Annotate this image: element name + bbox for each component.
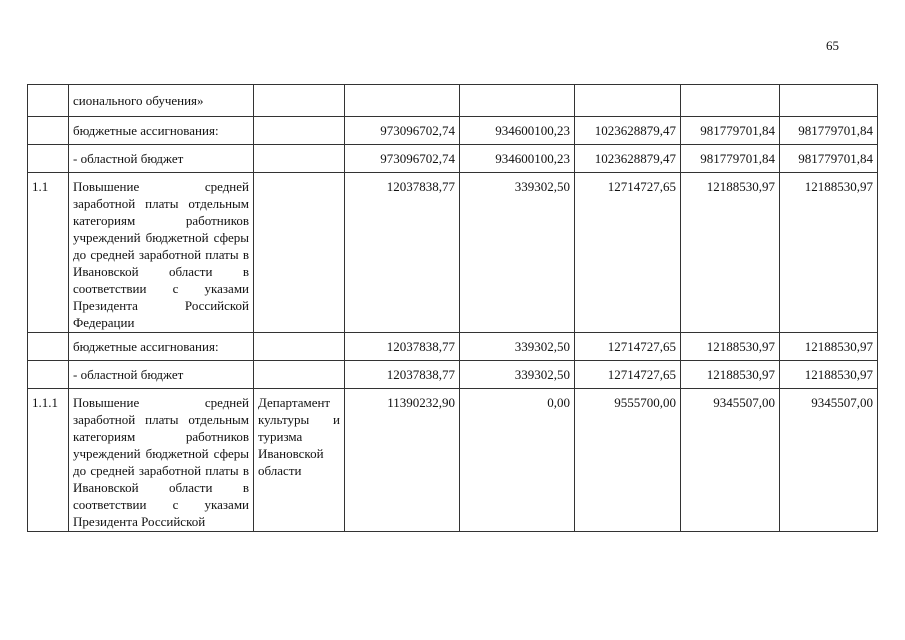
row-value-3: 1023628879,47 (575, 145, 681, 173)
row-name: - областной бюджет (69, 361, 254, 389)
row-code (28, 85, 69, 117)
row-name: бюджетные ассигнования: (69, 333, 254, 361)
row-value-3: 1023628879,47 (575, 117, 681, 145)
row-code: 1.1.1 (28, 389, 69, 532)
row-name: Повышение средней заработной платы отдельным категориям работников учреждений бюджетной сферы до средней заработной платы в Ивановской области в соответствии с указами Президента Российской (69, 389, 254, 532)
row-value-2: 934600100,23 (460, 117, 575, 145)
row-value-4: 981779701,84 (681, 145, 780, 173)
row-code (28, 333, 69, 361)
row-value-4: 12188530,97 (681, 333, 780, 361)
row-name: Повышение средней заработной платы отдельным категориям работников учреждений бюджетной сферы до средней заработной платы в Ивановской области в соответствии с указами Президента Российской Федерации (69, 173, 254, 333)
row-executor (254, 333, 345, 361)
table-row (28, 173, 878, 333)
row-value-5: 981779701,84 (780, 117, 878, 145)
table-row (28, 361, 878, 389)
row-executor (254, 173, 345, 333)
row-value-5: 981779701,84 (780, 145, 878, 173)
row-value-1: 12037838,77 (345, 173, 460, 333)
row-value-5: 12188530,97 (780, 361, 878, 389)
row-value-4: 9345507,00 (681, 389, 780, 532)
row-value-4: 981779701,84 (681, 117, 780, 145)
row-value-5 (780, 85, 878, 117)
row-value-3 (575, 85, 681, 117)
row-value-1: 11390232,90 (345, 389, 460, 532)
table-row (28, 145, 878, 173)
row-value-2: 0,00 (460, 389, 575, 532)
table-row (28, 389, 878, 532)
row-value-2 (460, 85, 575, 117)
row-code (28, 117, 69, 145)
row-value-1: 973096702,74 (345, 145, 460, 173)
budget-table (27, 84, 878, 532)
row-value-1: 12037838,77 (345, 361, 460, 389)
row-executor (254, 361, 345, 389)
row-value-1: 12037838,77 (345, 333, 460, 361)
row-value-4: 12188530,97 (681, 361, 780, 389)
row-value-4: 12188530,97 (681, 173, 780, 333)
row-value-3: 9555700,00 (575, 389, 681, 532)
row-value-3: 12714727,65 (575, 361, 681, 389)
row-value-5: 9345507,00 (780, 389, 878, 532)
row-value-5: 12188530,97 (780, 173, 878, 333)
row-value-1: 973096702,74 (345, 117, 460, 145)
row-executor (254, 85, 345, 117)
table-row (28, 333, 878, 361)
row-value-3: 12714727,65 (575, 173, 681, 333)
row-executor (254, 117, 345, 145)
row-code (28, 145, 69, 173)
row-value-2: 339302,50 (460, 173, 575, 333)
row-code (28, 361, 69, 389)
row-value-3: 12714727,65 (575, 333, 681, 361)
row-executor (254, 145, 345, 173)
page-number: 65 (826, 38, 839, 53)
row-name: бюджетные ассигнования: (69, 117, 254, 145)
row-value-2: 339302,50 (460, 333, 575, 361)
row-value-2: 339302,50 (460, 361, 575, 389)
row-value-1 (345, 85, 460, 117)
row-value-4 (681, 85, 780, 117)
row-name: сионального обучения» (69, 85, 254, 117)
row-value-5: 12188530,97 (780, 333, 878, 361)
row-value-2: 934600100,23 (460, 145, 575, 173)
table-row (28, 117, 878, 145)
row-code: 1.1 (28, 173, 69, 333)
row-name: - областной бюджет (69, 145, 254, 173)
table-row (28, 85, 878, 117)
row-executor: Департамент культуры и туризма Ивановской области (254, 389, 345, 532)
